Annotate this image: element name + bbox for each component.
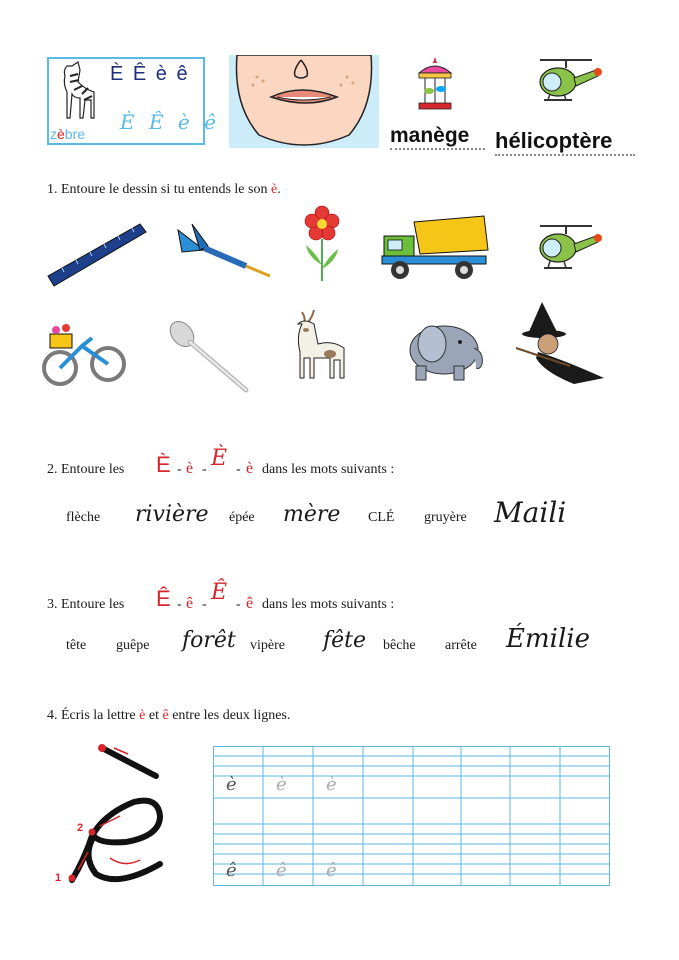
word-foret: forêt bbox=[182, 628, 236, 653]
word-beche: bêche bbox=[383, 638, 416, 653]
section2-instruction: 2. Entoure les bbox=[47, 462, 125, 477]
section2-sep-1: - bbox=[177, 462, 182, 477]
section3-letter-3: Ê bbox=[211, 580, 228, 605]
model-e-grave-1: è bbox=[226, 774, 237, 795]
helicopter-image-2 bbox=[532, 218, 604, 280]
goat-image bbox=[292, 308, 354, 392]
word-emilie: Émilie bbox=[506, 624, 590, 654]
word-fete: fête bbox=[323, 628, 367, 653]
section3-letter-4: ê bbox=[246, 595, 254, 612]
model-e-circumflex-2: ê bbox=[276, 860, 287, 881]
word-tete: tête bbox=[66, 638, 87, 653]
word-mere: mère bbox=[283, 502, 341, 527]
model-e-circumflex-1: ê bbox=[226, 860, 237, 881]
word-guepe: guêpe bbox=[116, 638, 150, 653]
card-word-zebre: zèbre bbox=[50, 126, 86, 142]
dart-image bbox=[174, 222, 274, 282]
card-print-letters: È Ê è ê bbox=[110, 63, 190, 85]
model-e-circumflex-3: ê bbox=[326, 860, 337, 881]
section3-letter-1: Ê bbox=[156, 586, 171, 611]
writing-grid[interactable] bbox=[213, 746, 610, 886]
flower-image bbox=[302, 205, 342, 283]
stroke-order-e-grave bbox=[56, 740, 176, 890]
model-e-grave-3: è bbox=[326, 774, 337, 795]
section2-letter-2: è bbox=[186, 460, 194, 477]
spoon-image bbox=[168, 320, 252, 396]
word-vipere: vipère bbox=[250, 638, 285, 653]
word-gruyere: gruyère bbox=[424, 510, 467, 525]
word-fleche: flèche bbox=[66, 510, 101, 525]
carousel-image bbox=[415, 55, 455, 117]
helicopter-image bbox=[532, 52, 604, 112]
dotted-line-manege bbox=[390, 148, 485, 150]
stroke-number-2: 2 bbox=[77, 822, 84, 834]
mouth-illustration bbox=[229, 55, 379, 148]
dotted-line-helicoptere bbox=[495, 154, 635, 156]
section3-sep-2: - bbox=[202, 597, 207, 612]
stroke-number-1: 1 bbox=[55, 872, 62, 884]
word-cle: CLÉ bbox=[368, 510, 395, 525]
section4-instruction: 4. Écris la lettre è et ê entre les deux lignes. bbox=[47, 708, 291, 723]
section3-sep-1: - bbox=[177, 597, 182, 612]
word-maili: Maili bbox=[494, 496, 567, 529]
section3-instruction-suffix: dans les mots suivants : bbox=[262, 597, 395, 612]
section3-letter-2: ê bbox=[186, 595, 194, 612]
section3-sep-3: - bbox=[236, 597, 241, 612]
section2-sep-3: - bbox=[236, 462, 241, 477]
model-e-grave-2: è bbox=[276, 774, 287, 795]
zebra-image bbox=[52, 60, 96, 128]
word-epee: épée bbox=[229, 510, 255, 525]
witch-image bbox=[514, 300, 608, 388]
section2-instruction-suffix: dans les mots suivants : bbox=[262, 462, 395, 477]
card-cursive-letters: È Ê è ê bbox=[120, 110, 220, 134]
bicycle-image bbox=[42, 316, 128, 388]
word-helicoptere: hélicoptère bbox=[495, 128, 613, 153]
section1-instruction: 1. Entoure le dessin si tu entends le son è. bbox=[47, 182, 281, 197]
section2-letter-3: È bbox=[211, 446, 228, 471]
word-manege: manège bbox=[390, 124, 470, 147]
word-riviere: rivière bbox=[135, 502, 209, 527]
section2-letter-1: È bbox=[156, 452, 171, 477]
word-arrete: arrête bbox=[445, 638, 477, 653]
dump-truck-image bbox=[378, 212, 490, 284]
section3-instruction: 3. Entoure les bbox=[47, 597, 125, 612]
elephant-image bbox=[398, 318, 486, 384]
section2-letter-4: è bbox=[246, 460, 254, 477]
section2-sep-2: - bbox=[202, 462, 207, 477]
ruler-image bbox=[44, 220, 150, 290]
